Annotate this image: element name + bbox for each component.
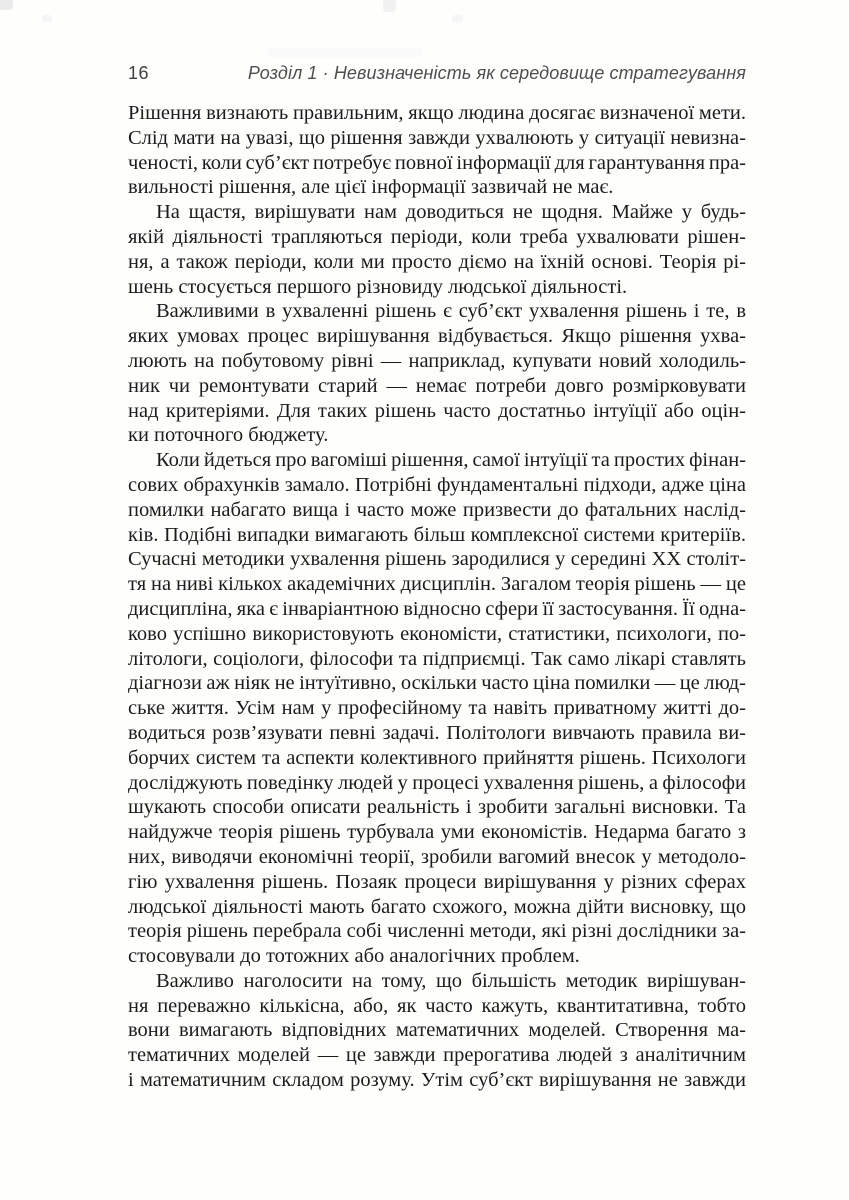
text-line: На щастя, вирішувати нам доводиться не щодня. Майже у будь- (156, 201, 746, 224)
scan-smudge (267, 48, 423, 57)
text-line: вильності рішення, але цієї інформації зазвичай не має. (128, 176, 614, 199)
text-line: тематичних моделей — це завжди прерогатива людей з аналітичним (128, 1044, 746, 1067)
text-line: ня переважно кількісна, або, як часто кажуть, квантитативна, тобто (128, 994, 746, 1017)
text-line: вони вимагають відповідних математичних моделей. Створення ма- (128, 1019, 746, 1042)
text-line: ник чи ремонтувати старий — немає потреби довго розмірковувати (128, 374, 746, 397)
paragraph (128, 448, 746, 969)
text-line: і математичним складом розуму. Утім суб’єкт вирішування не завжди (128, 1069, 746, 1092)
text-line: гію ухвалення рішень. Позаяк процеси вирішування у різних сферах (128, 870, 746, 893)
text-line: шукають способи описати реальність і зробити загальні висновки. Та (128, 796, 746, 819)
text-line: дисципліна, яка є інваріантною відносно сфери її застосування. Її одна- (128, 597, 746, 620)
paragraph (128, 101, 746, 200)
text-line: теорія рішень перебрала собі численні методи, які різні дослідники за- (128, 920, 746, 943)
text-line: ків. Подібні випадки вимагають більш комплексної системи критеріїв. (128, 523, 746, 546)
text-line: борчих систем та аспекти колективного прийняття рішень. Психологи (128, 746, 746, 769)
text-line: ня, а також періоди, коли ми просто діємо на їхній основі. Теорія рі- (128, 250, 746, 273)
page-number: 16 (128, 63, 150, 83)
text-line: люють на побутовому рівні — наприклад, купувати новий холодиль- (128, 349, 746, 372)
paragraph (128, 299, 746, 448)
text-line: Сучасні методики ухвалення рішень зародилися у середині ХХ століт- (128, 548, 746, 571)
page-header (128, 62, 746, 84)
text-line: ське життя. Усім нам у професійному та навіть приватному житті до- (128, 697, 746, 720)
text-line: Важливо наголосити на тому, що більшість методик вирішуван- (156, 969, 746, 992)
text-line: якій діяльності трапляються періоди, коли треба ухвалювати рішен- (128, 225, 746, 248)
text-line: Важливими в ухваленні рішень є суб’єкт ухвалення рішень і те, в (156, 300, 746, 323)
scan-smudge (383, 0, 396, 12)
text-line: ченості, коли суб’єкт потребує повної інформації для гарантування пра- (128, 151, 746, 174)
text-line: Коли йдеться про вагоміші рішення, самої інтуїції та простих фінан- (156, 449, 746, 472)
text-line: найдужче теорія рішень турбувала уми економістів. Недарма багато з (128, 821, 746, 844)
text-line: водиться розв’язувати певні задачі. Політологи вивчають правила ви- (128, 721, 746, 744)
body-text (128, 101, 746, 1093)
text-line: яких умовах процес вирішування відбувається. Якщо рішення ухва- (128, 325, 746, 348)
text-line: над критеріями. Для таких рішень часто достатньо інтуїції або оцін- (128, 399, 746, 422)
text-line: досліджують поведінку людей у процесі ухвалення рішень, а філософи (128, 771, 746, 794)
text-line: помилки набагато вища і часто може призвести до фатальних наслід- (128, 498, 746, 521)
text-line: Слід мати на увазі, що рішення завжди ухвалюють у ситуації невизна- (128, 126, 746, 149)
text-line: сових обрахунків замало. Потрібні фундаментальні підходи, адже ціна (128, 473, 746, 496)
scan-smudge (0, 0, 13, 10)
text-line: них, виводячи економічні теорії, зробили вагомий внесок у методоло- (128, 845, 746, 868)
text-line: шень стосується першого різновиду людської діяльності. (128, 275, 628, 298)
text-line: стосовували до тотожних або аналогічних проблем. (128, 945, 580, 968)
text-line: діагнози аж ніяк не інтуїтивно, оскільки часто ціна помилки — це люд- (128, 672, 746, 695)
scan-smudge (42, 15, 52, 22)
text-line: Рішення визнають правильним, якщо людина досягає визначеної мети. (128, 102, 746, 124)
text-line: літологи, соціологи, філософи та підприємці. Так само лікарі ставлять (128, 647, 746, 670)
text-line: ки поточного бюджету. (128, 424, 329, 447)
paragraph (128, 200, 746, 299)
running-head: Розділ 1 · Невизначеність як середовище стратегування (247, 63, 746, 83)
paragraph (128, 969, 746, 1093)
scan-smudge (452, 15, 463, 22)
text-line: людської діяльності мають багато схожого, можна дійти висновку, що (128, 895, 746, 918)
text-line: ково успішно використовують економісти, статистики, психологи, по- (128, 622, 746, 645)
text-line: тя на ниві кількох академічних дисциплін. Загалом теорія рішень — це (128, 573, 746, 596)
